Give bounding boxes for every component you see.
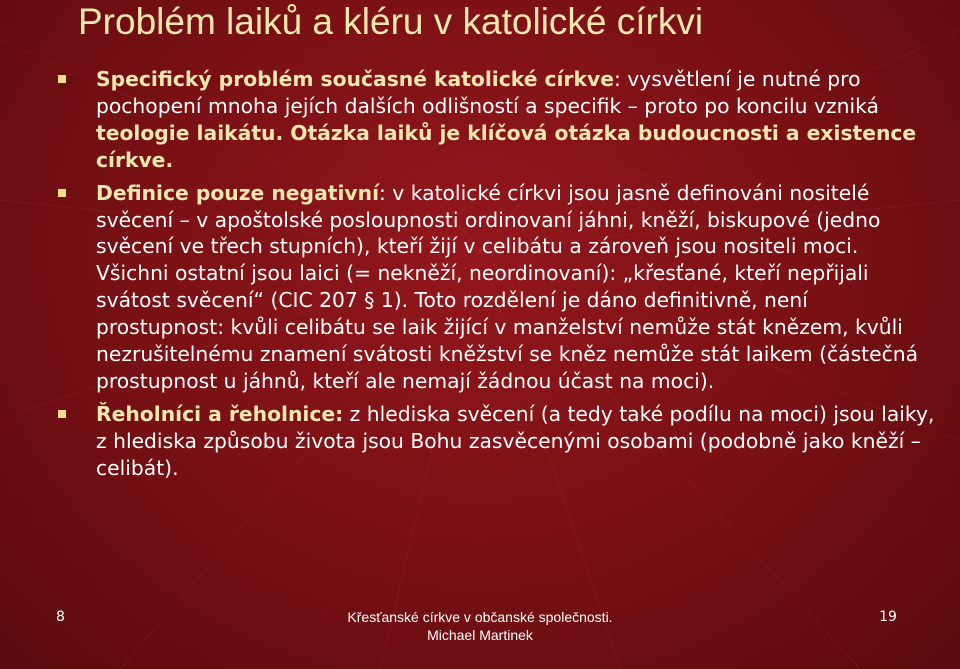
- item-text: : v katolické církvi jsou jasně definováni nositelé svěcení – v apoštolské posloupnosti ordinovaní jáhni, kněží, biskupové (jedno svěcení ve třech stupních), kteří žijí v celibátu a zároveň jsou nositeli moci. Všichni ostatní jsou laici (= nekněží, neordinovaní): „křesťané, kteří nepřijali svátost svěcení“ (CIC 207 § 1). Toto rozdělení je dáno definitivně, není prostupnost: kvůli celibátu se laik žijící v manželství nemůže stát knězem, kvůli nezrušitelnému znamení svátosti kněžství se kněz nemůže stát laikem (částečná prostupnost u jáhnů, kteří ale nemají žádnou účast na moci).: [96, 180, 919, 393]
- slide-title: Problém laiků a kléru v katolické církvi: [78, 1, 704, 42]
- item-text: z hlediska svěcení (a tedy také podílu na moci) jsou laiky, z hlediska způsobu života jsou Bohu zasvěcenými osobami (podobně jako kněží – celibát).: [96, 401, 935, 480]
- item-emphasis: teologie laikátu. Otázka laiků je klíčová otázka budoucnosti a existence církve.: [96, 120, 917, 172]
- list-item-specific-problem: [56, 66, 936, 174]
- square-bullet-icon: [58, 189, 66, 197]
- list-item-negative-definition: [56, 180, 936, 395]
- item-text: : vysvětlení je nutné pro pochopení mnoha jejích dalších odlišností a specifik – proto po koncilu vzniká: [96, 67, 879, 118]
- item-lead: Specifický problém současné katolické církve: [96, 67, 614, 91]
- footer-course-title: Křesťanské církve v občanské společnosti.: [347, 609, 613, 625]
- footer-credit: [0, 608, 960, 644]
- list-item-religious-orders: [56, 401, 936, 482]
- square-bullet-icon: [58, 410, 66, 418]
- page-number: 19: [879, 609, 897, 625]
- bullet-list: [56, 66, 936, 482]
- item-lead: Řeholníci a řeholnice:: [96, 401, 344, 426]
- footer-author: Michael Martinek: [427, 627, 533, 643]
- item-lead: Definice pouze negativní: [96, 180, 380, 205]
- slide-number: 8: [56, 609, 65, 625]
- square-bullet-icon: [58, 75, 66, 83]
